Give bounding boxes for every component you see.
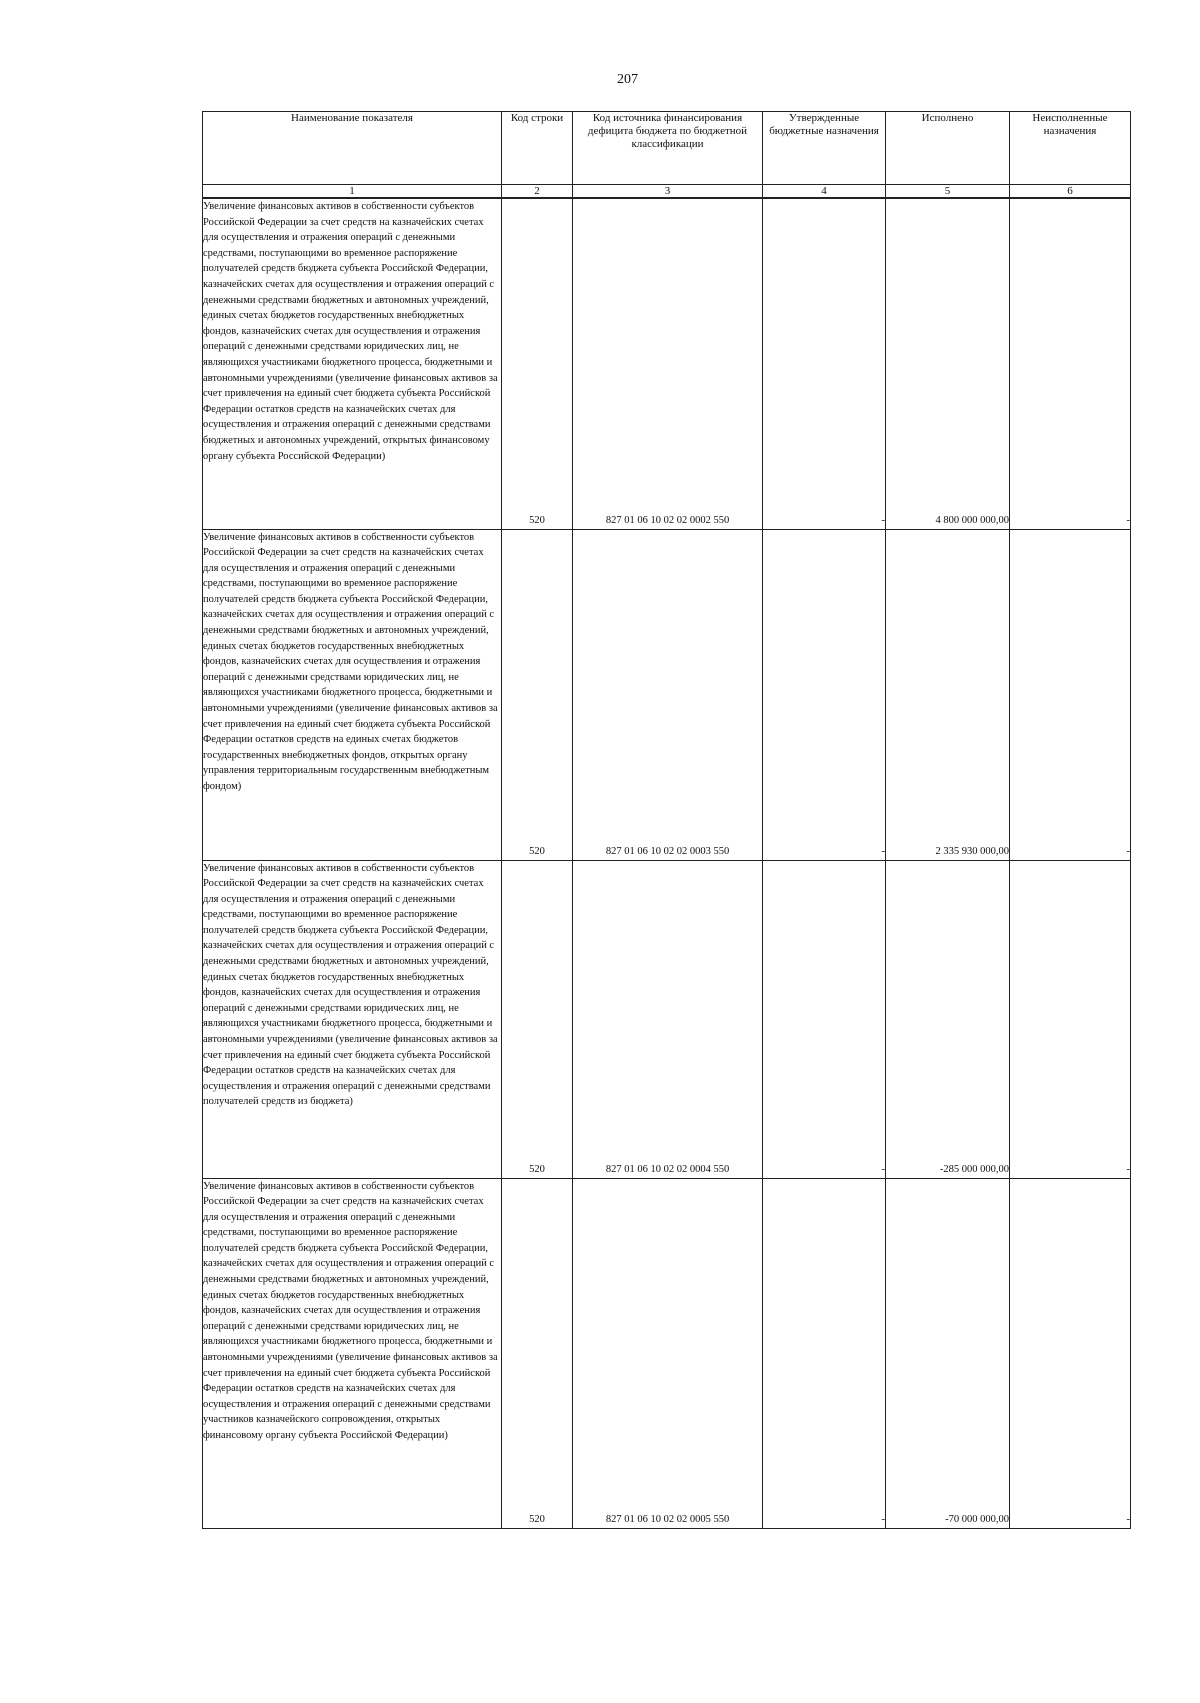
unexecuted-amount: - xyxy=(1010,860,1131,1178)
source-code: 827 01 06 10 02 02 0005 550 xyxy=(573,1178,763,1528)
header-approved: Утвержденные бюджетные назначения xyxy=(763,112,886,185)
table-row xyxy=(203,1178,1131,1528)
unexecuted-amount: - xyxy=(1010,198,1131,529)
column-number: 5 xyxy=(886,185,1010,199)
column-number-row xyxy=(203,185,1131,199)
column-number: 6 xyxy=(1010,185,1131,199)
column-number: 3 xyxy=(573,185,763,199)
table-row xyxy=(203,529,1131,860)
executed-amount: -285 000 000,00 xyxy=(886,860,1010,1178)
approved-amount: - xyxy=(763,860,886,1178)
header-executed: Исполнено xyxy=(886,112,1010,185)
source-code: 827 01 06 10 02 02 0002 550 xyxy=(573,198,763,529)
indicator-name: Увеличение финансовых активов в собственности субъектов Российской Федерации за счет средств на казначейских счетах для осуществления и отражения операций с денежными средствами, поступающими во временное распоряжение получателей средств бюджета субъекта Российской Федерации, казначейских счетах для осуществления и отражения операций с денежными средствами бюджетных и автономных учреждений, единых счетах бюджетов государственных внебюджетных фондов, казначейских счетах для осуществления и отражения операций с денежными средствами юридических лиц, не являющихся участниками бюджетного процесса, бюджетными и автономными учреждениями (увеличение финансовых активов за счет привлечения на единый счет бюджета субъекта Российской Федерации остатков средств на казначейских счетах для осуществления и отражения операций с денежными средствами участников казначейского сопровождения, открытых финансовому органу субъекта Российской Федерации) xyxy=(203,1178,502,1528)
row-code: 520 xyxy=(502,1178,573,1528)
unexecuted-amount: - xyxy=(1010,529,1131,860)
header-source-code: Код источника финансирования дефицита бюджета по бюджетной классификации xyxy=(573,112,763,185)
column-number: 4 xyxy=(763,185,886,199)
indicator-name: Увеличение финансовых активов в собственности субъектов Российской Федерации за счет средств на казначейских счетах для осуществления и отражения операций с денежными средствами, поступающими во временное распоряжение получателей средств бюджета субъекта Российской Федерации, казначейских счетах для осуществления и отражения операций с денежными средствами бюджетных и автономных учреждений, единых счетах бюджетов государственных внебюджетных фондов, казначейских счетах для осуществления и отражения операций с денежными средствами юридических лиц, не являющихся участниками бюджетного процесса, бюджетными и автономными учреждениями (увеличение финансовых активов за счет привлечения на единый счет бюджета субъекта Российской Федерации остатков средств на казначейских счетах для осуществления и отражения операций с денежными средствами получателей средств из бюджета) xyxy=(203,860,502,1178)
row-code: 520 xyxy=(502,529,573,860)
page-number: 207 xyxy=(617,72,638,87)
approved-amount: - xyxy=(763,1178,886,1528)
unexecuted-amount: - xyxy=(1010,1178,1131,1528)
row-code: 520 xyxy=(502,198,573,529)
executed-amount: -70 000 000,00 xyxy=(886,1178,1010,1528)
budget-report-table xyxy=(202,111,1131,1529)
executed-amount: 4 800 000 000,00 xyxy=(886,198,1010,529)
indicator-name: Увеличение финансовых активов в собственности субъектов Российской Федерации за счет средств на казначейских счетах для осуществления и отражения операций с денежными средствами, поступающими во временное распоряжение получателей средств бюджета субъекта Российской Федерации, казначейских счетах для осуществления и отражения операций с денежными средствами бюджетных и автономных учреждений, единых счетах бюджетов государственных внебюджетных фондов, казначейских счетах для осуществления и отражения операций с денежными средствами юридических лиц, не являющихся участниками бюджетного процесса, бюджетными и автономными учреждениями (увеличение финансовых активов за счет привлечения на единый счет бюджета субъекта Российской Федерации остатков средств на казначейских счетах для осуществления и отражения операций с денежными средствами бюджетных и автономных учреждений, открытых финансовому органу субъекта Российской Федерации) xyxy=(203,198,502,529)
column-number: 2 xyxy=(502,185,573,199)
table-row xyxy=(203,198,1131,529)
table-row xyxy=(203,860,1131,1178)
source-code: 827 01 06 10 02 02 0004 550 xyxy=(573,860,763,1178)
column-number: 1 xyxy=(203,185,502,199)
source-code: 827 01 06 10 02 02 0003 550 xyxy=(573,529,763,860)
approved-amount: - xyxy=(763,529,886,860)
header-row-code: Код строки xyxy=(502,112,573,185)
row-code: 520 xyxy=(502,860,573,1178)
approved-amount: - xyxy=(763,198,886,529)
header-row xyxy=(203,112,1131,185)
executed-amount: 2 335 930 000,00 xyxy=(886,529,1010,860)
indicator-name: Увеличение финансовых активов в собственности субъектов Российской Федерации за счет средств на казначейских счетах для осуществления и отражения операций с денежными средствами, поступающими во временное распоряжение получателей средств бюджета субъекта Российской Федерации, казначейских счетах для осуществления и отражения операций с денежными средствами бюджетных и автономных учреждений, единых счетах бюджетов государственных внебюджетных фондов, казначейских счетах для осуществления и отражения операций с денежными средствами юридических лиц, не являющихся участниками бюджетного процесса, бюджетными и автономными учреждениями (увеличение финансовых активов за счет привлечения на единый счет бюджета субъекта Российской Федерации остатков средств на единых счетах бюджетов государственных внебюджетных фондов, открытых органу управления территориальным государственным внебюджетным фондом) xyxy=(203,529,502,860)
header-unexecuted: Неисполненные назначения xyxy=(1010,112,1131,185)
header-indicator-name: Наименование показателя xyxy=(203,112,502,185)
